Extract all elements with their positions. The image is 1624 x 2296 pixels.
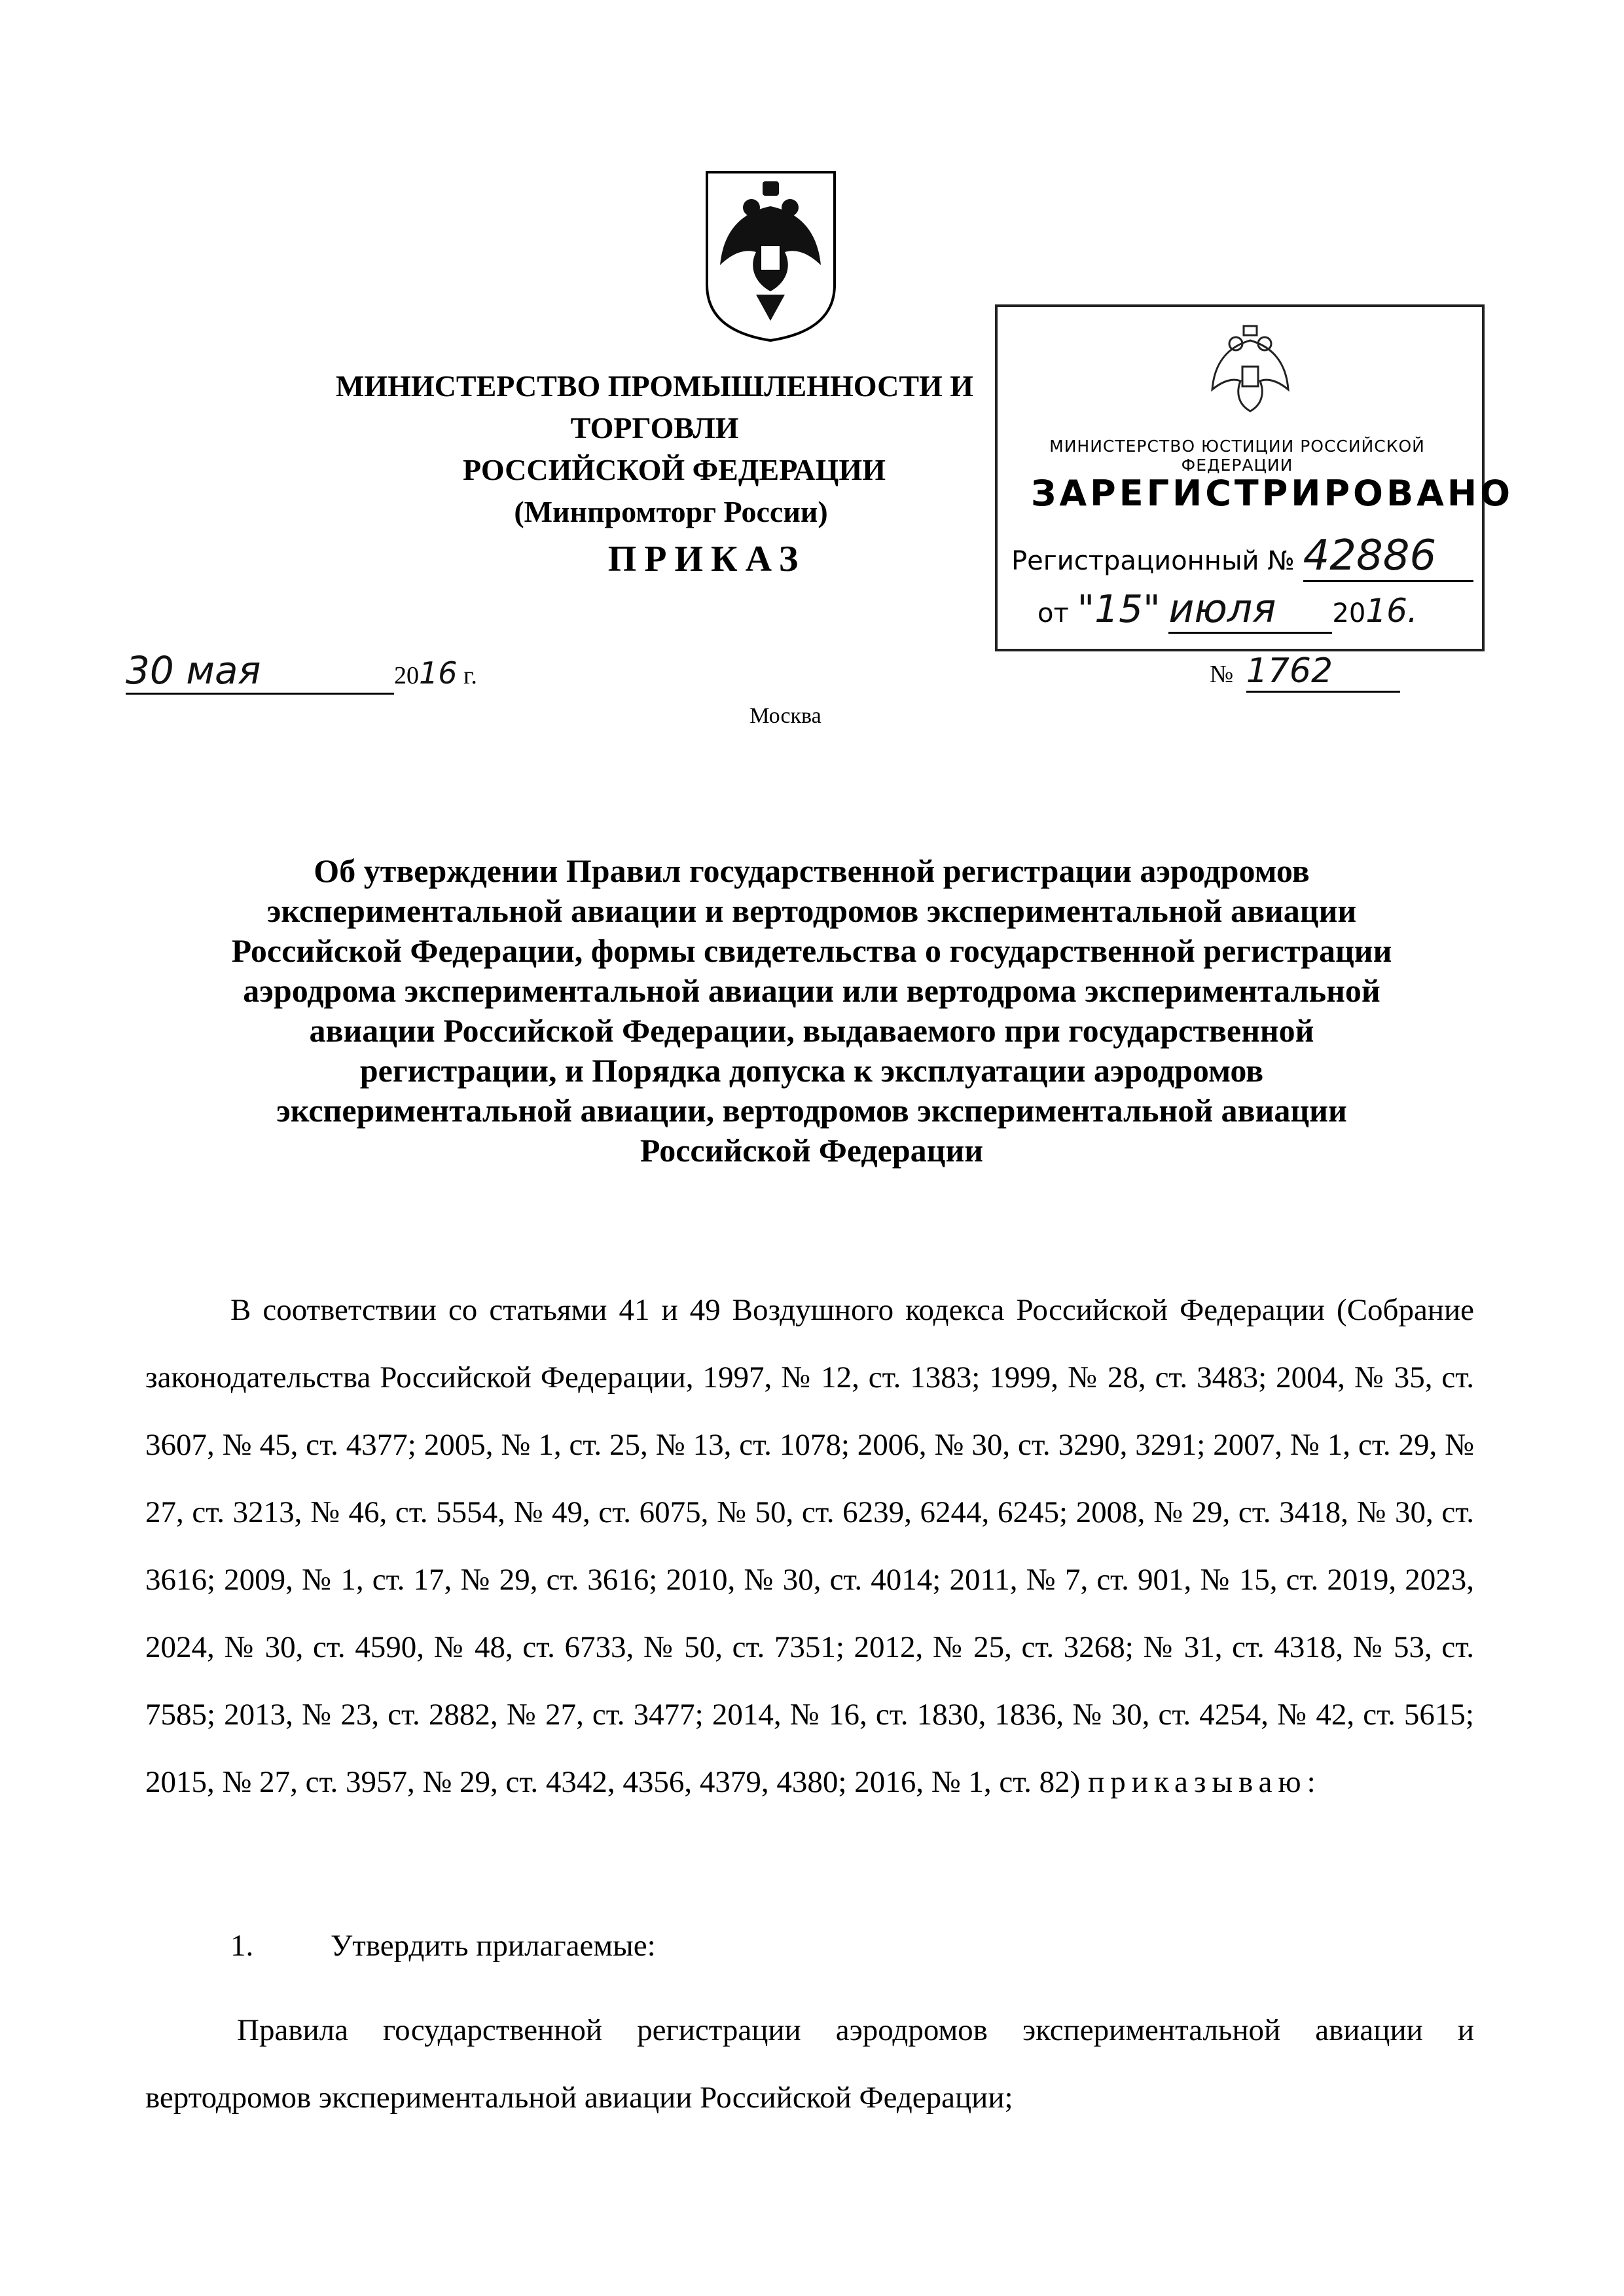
year-suffix: г. xyxy=(463,662,477,689)
stamp-date-year-prefix: 20 xyxy=(1332,598,1366,629)
stamp-date-year: 16. xyxy=(1365,592,1418,630)
order-date xyxy=(126,648,477,695)
heading-line: аэродрома экспериментальной авиации или вертодрома экспериментальной xyxy=(243,972,1380,1009)
stamp-ministry-name: МИНИСТЕРСТВО ЮСТИЦИИ РОССИЙСКОЙ ФЕДЕРАЦИИ xyxy=(1049,437,1425,475)
stamp-date xyxy=(1038,586,1418,634)
city: Москва xyxy=(749,704,821,728)
document-type: ПРИКАЗ xyxy=(607,539,806,579)
number-label: № xyxy=(1210,661,1234,688)
heading-line: Российской Федерации, формы свидетельства о государственной регистрации xyxy=(231,932,1392,969)
stamp-date-prefix: от xyxy=(1038,598,1069,629)
subitem-paragraph: Правила государственной регистрации аэродромов экспериментальной авиации и вертодромов экспериментальной авиации Российской Федерации; xyxy=(145,2013,1474,2115)
heading-line: экспериментальной авиации, вертодромов экспериментальной авиации xyxy=(276,1092,1347,1129)
stamp-date-day: "15" xyxy=(1077,587,1161,631)
ministry-name-line2: РОССИЙСКОЙ ФЕДЕРАЦИИ xyxy=(463,453,886,486)
heading-line: экспериментальной авиации и вертодромов экспериментальной авиации xyxy=(266,892,1357,929)
ministry-short-name: (Минпромторг России) xyxy=(514,495,828,528)
stamp-date-month: июля xyxy=(1168,586,1276,632)
stamp-reg-number: 42886 xyxy=(1303,532,1437,580)
handwritten-date: 30 мая xyxy=(126,648,261,693)
ministry-name-line1: МИНИСТЕРСТВО ПРОМЫШЛЕННОСТИ И ТОРГОВЛИ xyxy=(335,369,974,445)
heading-line: регистрации, и Порядка допуска к эксплуатации аэродромов xyxy=(359,1052,1264,1089)
preamble-paragraph xyxy=(145,1277,1474,1816)
item-number: 1. xyxy=(230,1929,254,1963)
order-number xyxy=(1210,651,1400,693)
order-heading xyxy=(157,851,1466,1171)
stamp-eagle-icon xyxy=(1204,321,1296,419)
stamp-registered-label: ЗАРЕГИСТРИРОВАНО xyxy=(1031,473,1513,514)
heading-line: авиации Российской Федерации, выдаваемого при государственной xyxy=(309,1012,1314,1049)
year-prefix: 20 xyxy=(394,662,419,689)
ministry-title xyxy=(288,365,1021,533)
handwritten-number: 1762 xyxy=(1246,651,1333,691)
handwritten-year: 16 xyxy=(419,655,458,691)
item-text: Утвердить прилагаемые: xyxy=(331,1929,656,1963)
heading-line: Российской Федерации xyxy=(640,1132,984,1169)
order-word: приказываю: xyxy=(1088,1765,1322,1799)
preamble-text: В соответствии со статьями 41 и 49 Воздушного кодекса Российской Федерации (Собрание законодательства Российской Федерации, 1997, № 12, ст. 1383; 1999, № 28, ст. 3483; 2004, № 35, ст. 3607, № 45, ст. 4377; 2005, № 1, ст. 25, № 13, ст. 1078; 2006, № 30, ст. 3290, 3291; 2007, № 1, ст. 29, № 27, ст. 3213, № 46, ст. 5554, № 49, ст. 6075, № 50, ст. 6239, 6244, 6245; 2008, № 29, ст. 3418, № 30, ст. 3616; 2009, № 1, ст. 17, № 29, ст. 3616; 2010, № 30, ст. 4014; 2011, № 7, ст. 901, № 15, ст. 2019, 2023, 2024, № 30, ст. 4590, № 48, ст. 6733, № 50, ст. 7351; 2012, № 25, ст. 3268; № 31, ст. 4318, № 53, ст. 7585; 2013, № 23, ст. 2882, № 27, ст. 3477; 2014, № 16, ст. 1830, 1836, № 30, ст. 4254, № 42, ст. 5615; 2015, № 27, ст. 3957, № 29, ст. 4342, 4356, 4379, 4380; 2016, № 1, ст. 82) xyxy=(145,1293,1474,1799)
stamp-reg-label: Регистрационный № xyxy=(1011,546,1295,576)
heading-line: Об утверждении Правил государственной регистрации аэродромов xyxy=(314,852,1310,889)
stamp-registration-number xyxy=(1011,532,1473,582)
coat-of-arms-emblem xyxy=(700,167,841,344)
